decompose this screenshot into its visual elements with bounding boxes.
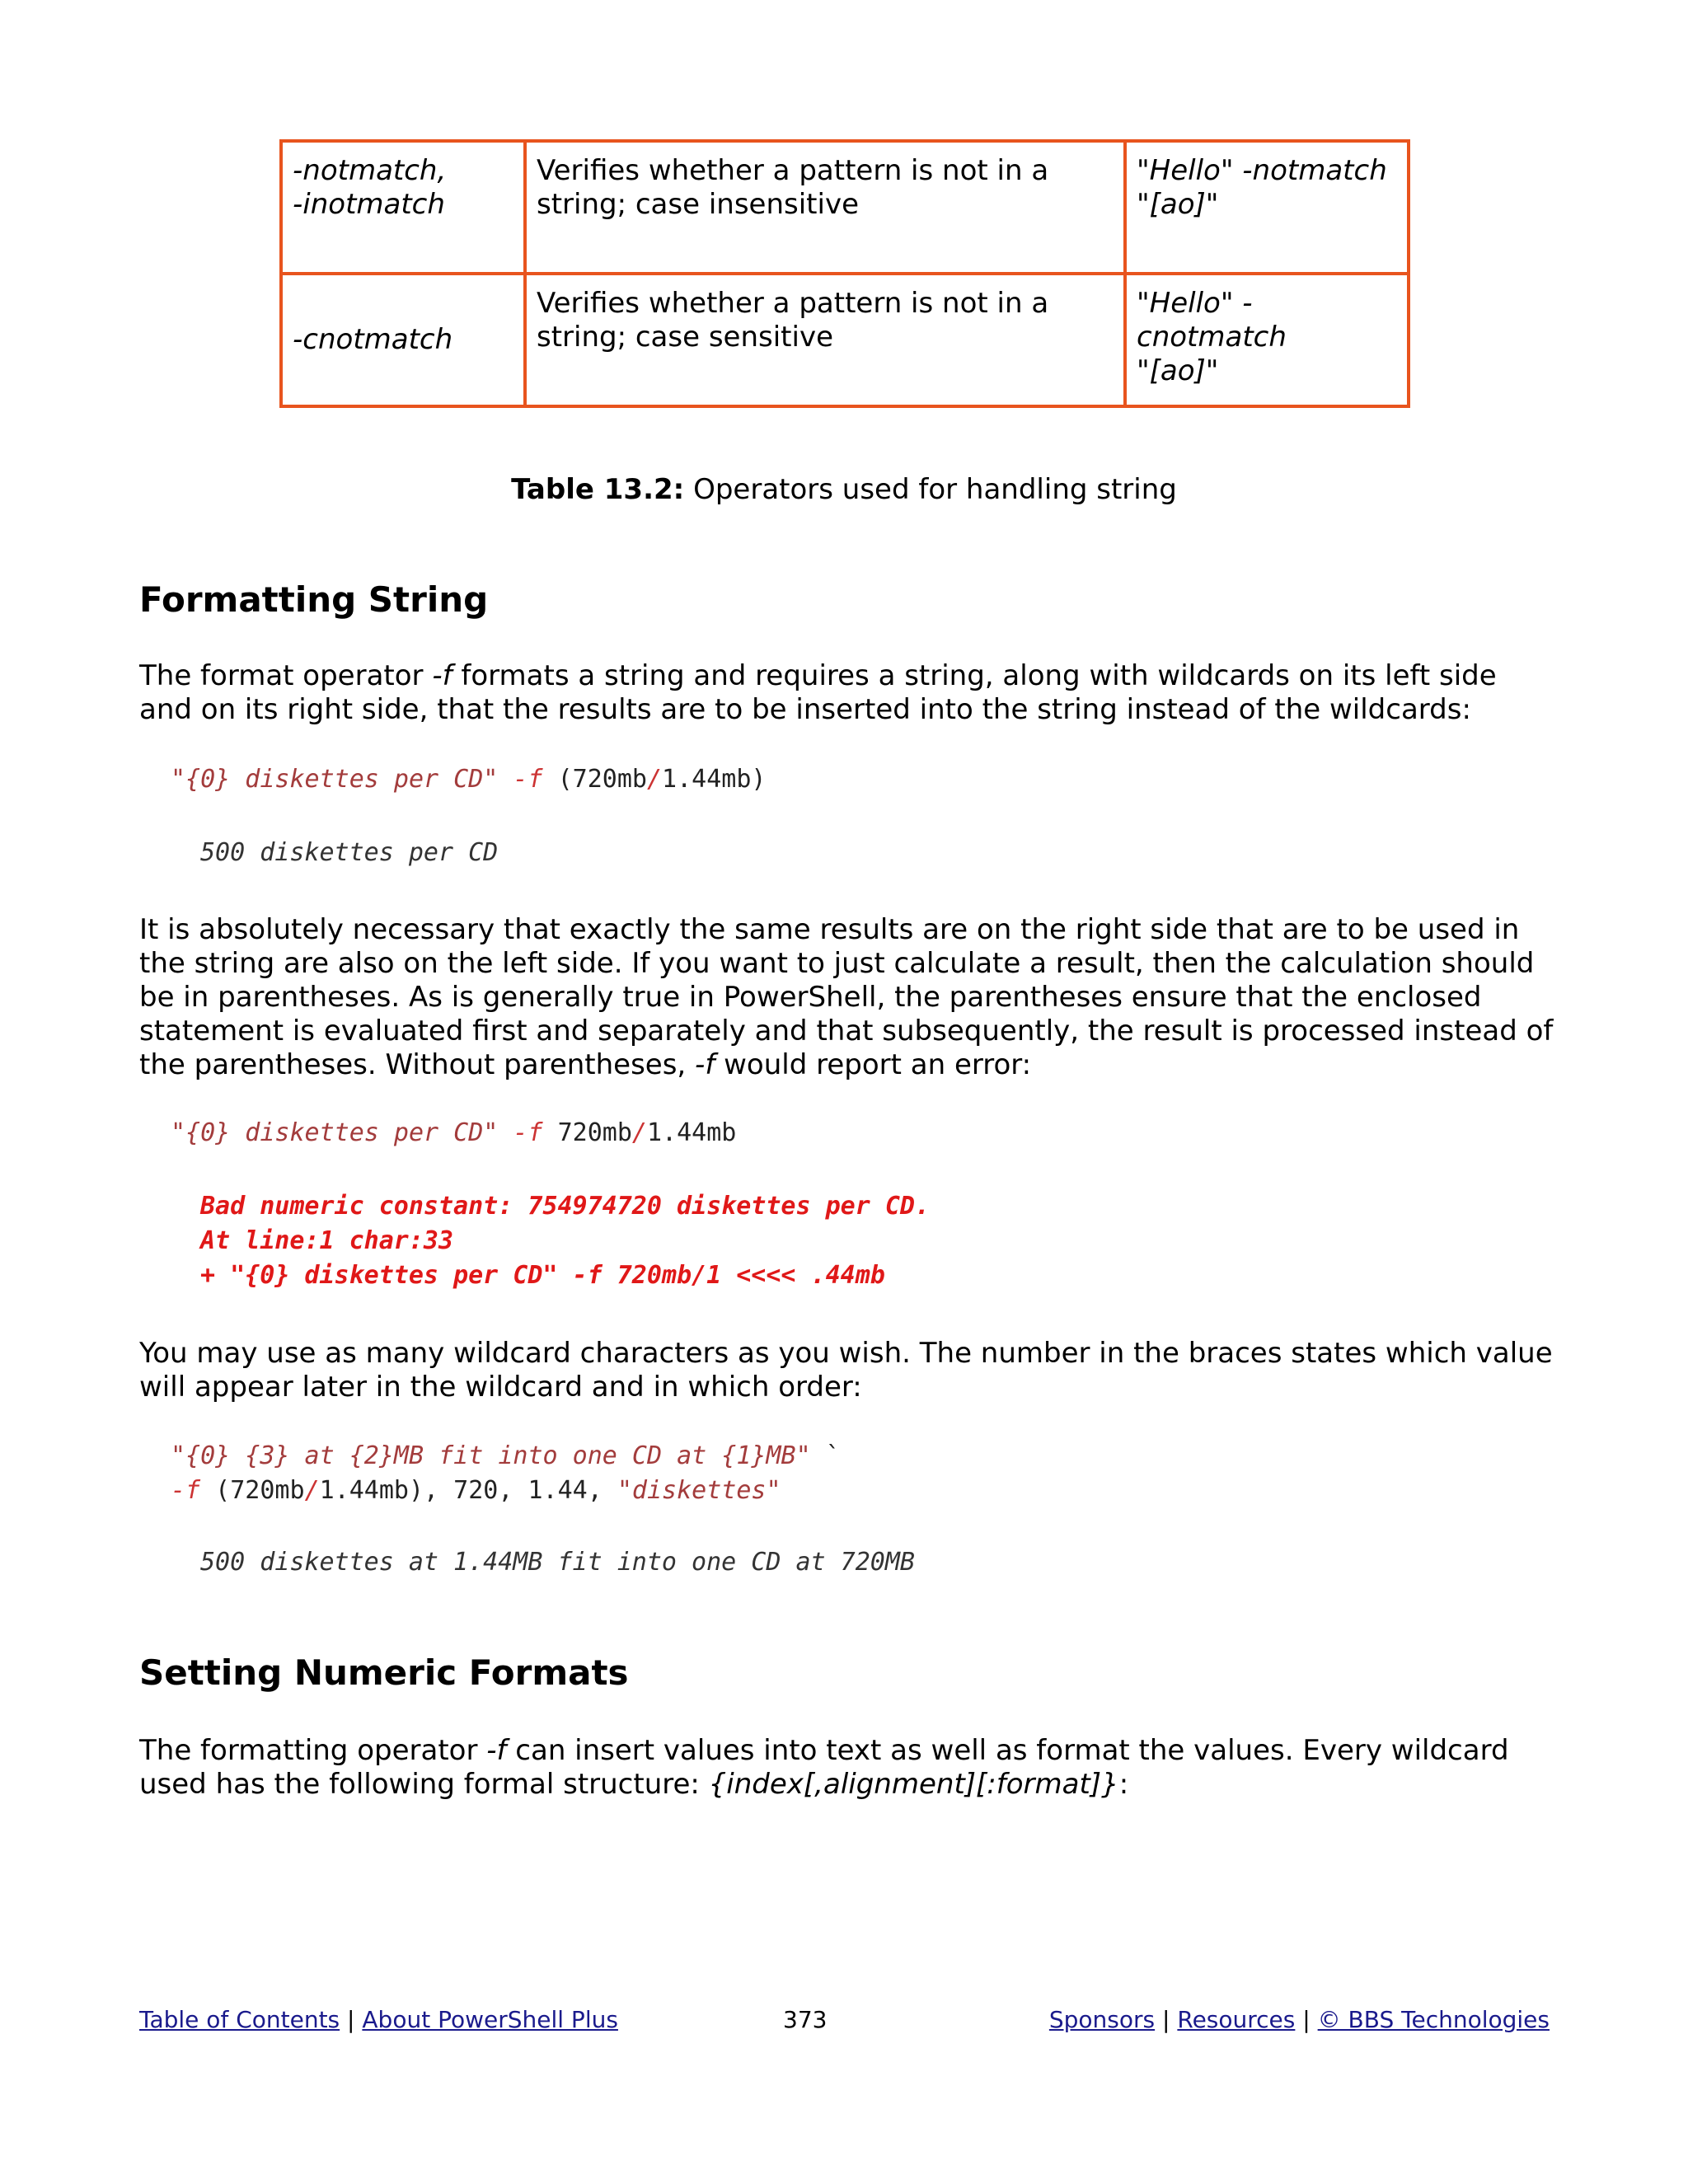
error-line: + "{0} diskettes per CD" -f 720mb/1 <<<< .44mb bbox=[200, 1261, 885, 1290]
inline-code: -f bbox=[432, 659, 452, 692]
section-heading-numeric-formats: Setting Numeric Formats bbox=[139, 1652, 629, 1693]
description-line: string; case sensitive bbox=[537, 321, 833, 354]
code-string: "{0} {3} at {2}MB fit into one CD at {1}MB" bbox=[171, 1441, 811, 1470]
code-line bbox=[171, 1474, 841, 1508]
example-line: "[ao]" bbox=[1137, 188, 1219, 221]
code-operator: -f bbox=[171, 1476, 201, 1505]
example-line: "[ao]" bbox=[1137, 354, 1219, 387]
operator-line: -inotmatch bbox=[293, 188, 445, 221]
table-row bbox=[281, 274, 1409, 406]
sponsors-link[interactable]: Sponsors bbox=[1048, 2006, 1156, 2033]
copyright-link[interactable]: © BBS Technologies bbox=[1317, 2006, 1550, 2033]
footer-separator: | bbox=[1162, 2006, 1170, 2033]
code-output-3: 500 diskettes at 1.44MB fit into one CD at 720MB bbox=[200, 1548, 915, 1577]
description-line: Verifies whether a pattern is not in a bbox=[537, 154, 1049, 187]
code-text: 1.44mb bbox=[646, 1118, 737, 1147]
text-run: It is absolutely necessary that exactly the same results are on the right side that are to be used in the string are also on the left side. If you want to just calculate a result, then the calculation should be in parentheses. As is generally true in PowerShell, the parentheses ensure that the enclosed statement is evaluated first and separately and that subsequently, the result is processed instead of the parentheses. Without parentheses, bbox=[139, 913, 1554, 1081]
code-text: ` bbox=[810, 1441, 841, 1470]
code-text: (720mb bbox=[200, 1476, 305, 1505]
description-cell bbox=[525, 141, 1125, 274]
paragraph-format-operator bbox=[139, 659, 1557, 727]
text-run: can insert values into text as well as format the values. Every wildcard used has the following formal structure: bbox=[139, 1734, 1509, 1801]
operator-line: -notmatch, bbox=[293, 154, 447, 187]
operators-table bbox=[279, 139, 1410, 408]
code-example-3 bbox=[171, 1439, 841, 1508]
error-output bbox=[200, 1189, 930, 1293]
error-line: Bad numeric constant: 754974720 diskettes per CD. bbox=[200, 1192, 931, 1221]
text-run: The format operator bbox=[139, 659, 433, 692]
text-run: The formatting operator bbox=[139, 1734, 487, 1767]
code-output-1: 500 diskettes per CD bbox=[200, 838, 499, 867]
format-structure: {index[,alignment][:format]} bbox=[708, 1768, 1119, 1801]
code-string: "{0} diskettes per CD" bbox=[171, 765, 499, 794]
inline-code: -f bbox=[486, 1734, 507, 1767]
description-cell bbox=[525, 274, 1125, 406]
code-operator: -f bbox=[498, 765, 558, 794]
text-run: would report an error: bbox=[715, 1048, 1032, 1081]
code-text: 1.44mb), 720, 1.44, bbox=[319, 1476, 617, 1505]
table-row bbox=[281, 141, 1409, 274]
caption-text: Operators used for handling string bbox=[684, 473, 1177, 506]
text-run: : bbox=[1118, 1768, 1129, 1801]
code-example-2 bbox=[171, 1116, 736, 1151]
about-link[interactable]: About PowerShell Plus bbox=[362, 2006, 618, 2033]
description-line: Verifies whether a pattern is not in a bbox=[537, 287, 1049, 320]
example-line: "Hello" -notmatch bbox=[1137, 154, 1387, 187]
description-line: string; case insensitive bbox=[537, 188, 859, 221]
toc-link[interactable]: Table of Contents bbox=[139, 2006, 340, 2033]
code-string: "{0} diskettes per CD" bbox=[171, 1118, 499, 1147]
code-text: (720mb bbox=[557, 765, 647, 794]
page-number: 373 bbox=[783, 2006, 828, 2033]
code-line bbox=[171, 1439, 841, 1474]
footer-right bbox=[1049, 2005, 1550, 2035]
example-cell bbox=[1125, 141, 1409, 274]
paragraph-parentheses bbox=[139, 913, 1557, 1082]
code-operator: -f bbox=[498, 1118, 558, 1147]
operator-cell bbox=[281, 274, 525, 406]
error-line: At line:1 char:33 bbox=[200, 1226, 454, 1255]
code-operator: / bbox=[646, 765, 663, 794]
section-heading-formatting-string: Formatting String bbox=[139, 579, 489, 620]
footer-separator: | bbox=[1302, 2006, 1311, 2033]
code-string: "diskettes" bbox=[617, 1476, 781, 1505]
code-example-1 bbox=[171, 762, 766, 797]
code-text: 1.44mb) bbox=[662, 765, 767, 794]
table-caption bbox=[0, 472, 1688, 507]
footer-left bbox=[139, 2005, 618, 2035]
paragraph-wildcards: You may use as many wildcard characters as you wish. The number in the braces states which value will appear later in the wildcard and in which order: bbox=[139, 1337, 1553, 1404]
paragraph-numeric-formats bbox=[139, 1734, 1557, 1802]
inline-code: -f bbox=[695, 1048, 715, 1081]
example-line: "Hello" -cnotmatch bbox=[1137, 287, 1287, 354]
footer-separator: | bbox=[347, 2006, 355, 2033]
caption-label: Table 13.2: bbox=[511, 473, 685, 506]
resources-link[interactable]: Resources bbox=[1177, 2006, 1296, 2033]
code-text: 720mb bbox=[557, 1118, 632, 1147]
operator-cell bbox=[281, 141, 525, 274]
code-operator: / bbox=[631, 1118, 647, 1147]
text-run: formats a string and requires a string, along with wildcards on its left side and on its right side, that the results are to be inserted into the string instead of the wildcards: bbox=[139, 659, 1497, 726]
operator-line: -cnotmatch bbox=[293, 323, 453, 356]
code-operator: / bbox=[304, 1476, 320, 1505]
example-cell bbox=[1125, 274, 1409, 406]
